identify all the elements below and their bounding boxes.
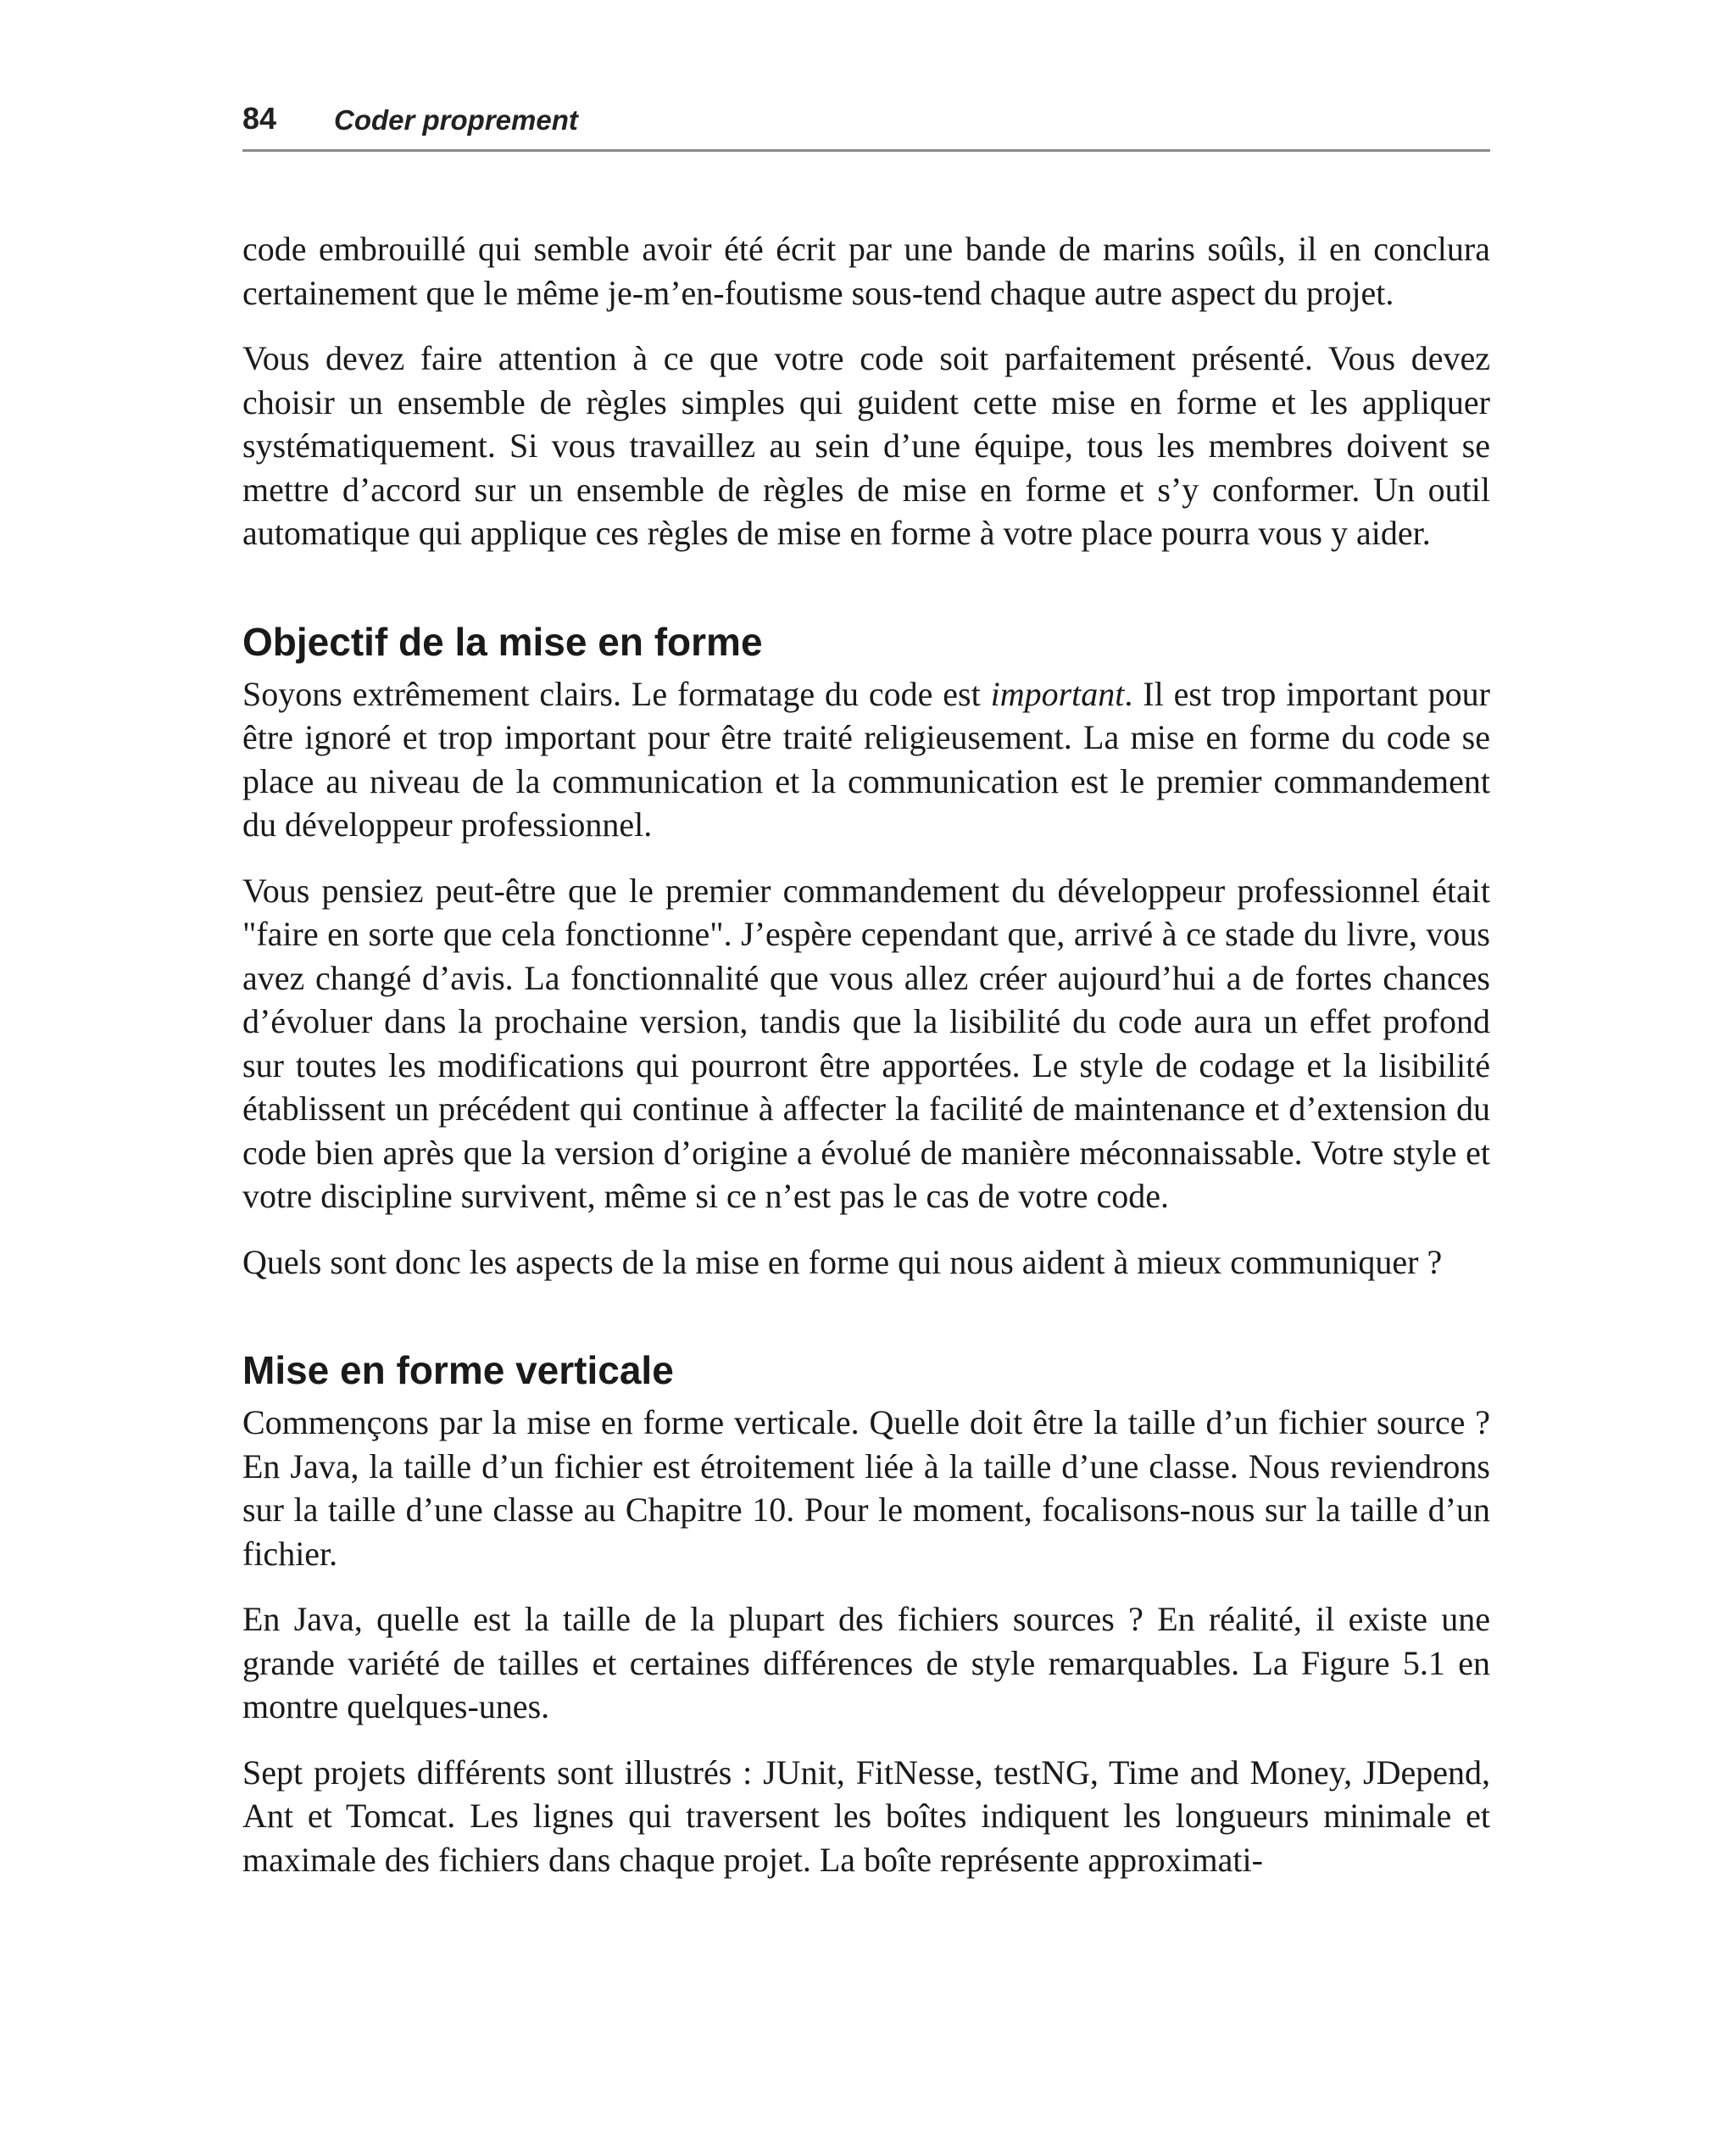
running-header — [242, 102, 1490, 144]
paragraph-objectif-1-start: Soyons extrêmement clairs. Le formatage du code est — [242, 674, 991, 713]
page-number: 84 — [242, 101, 277, 136]
paragraph-objectif-2: Vous pensiez peut-être que le premier commandement du développeur professionnel était "faire en sorte que cela fonctionne". J’espère cependant que, arrivé à ce stade du livre, vous avez changé d’avis. La fonctionnalité que vous allez créer aujourd’hui a de fortes chances d’évoluer dans la prochaine version, tandis que la lisibilité du code aura un effet profond sur toutes les modifications qui pourront être apportées. Le style de codage et la lisibilité établissent un précédent qui continue à affecter la facilité de maintenance et d’extension du code bien après que la version d’origine a évolué de manière méconnaissable. Votre style et votre discipline survivent, même si ce n’est pas le cas de votre code. — [242, 871, 1490, 1215]
paragraph-intro-1: code embrouillé qui semble avoir été écrit par une bande de marins soûls, il en conclura certainement que le même je-m’en-foutisme sous-tend chaque autre aspect du projet. — [242, 230, 1490, 312]
section-heading-verticale: Mise en forme verticale — [242, 1348, 674, 1392]
paragraph-objectif-1-end: . Il est trop important pour être ignoré et trop important pour être traité religieusement. La mise en forme du code se place au niveau de la communication et la communication est le premier commandement du développeur professionnel. — [242, 674, 1491, 844]
paragraph-objectif-1 — [242, 672, 1490, 847]
emphasis-important: important — [990, 674, 1125, 713]
paragraph-verticale-2: En Java, quelle est la taille de la plupart des fichiers sources ? En réalité, il existe une grande variété de tailles et certaines différences de style remarquables. La Figure 5.1 en montre quelques-unes. — [242, 1600, 1490, 1725]
running-title: Coder proprement — [334, 104, 578, 136]
paragraph-verticale-1: Commençons par la mise en forme verticale. Quelle doit être la taille d’un fichier source ? En Java, la taille d’un fichier est étroitement liée à la taille d’une classe. Nous reviendrons sur la taille d’une classe au Chapitre 10. Pour le moment, focalisons-nous sur la taille d’un fichier. — [242, 1403, 1490, 1573]
section-heading-objectif: Objectif de la mise en forme — [242, 619, 763, 664]
paragraph-intro-2: Vous devez faire attention à ce que votre code soit parfaitement présenté. Vous devez choisir un ensemble de règles simples qui guident cette mise en forme et les appliquer systématiquement. Si vous travaillez au sein d’une équipe, tous les membres doivent se mettre d’accord sur un ensemble de règles de mise en forme et s’y conformer. Un outil automatique qui applique ces règles de mise en forme à votre place pourra vous y aider. — [242, 339, 1490, 552]
paragraph-objectif-3: Quels sont donc les aspects de la mise en forme qui nous aident à mieux communiquer ? — [242, 1242, 1443, 1281]
page-body — [242, 227, 1490, 1903]
header-rule — [242, 149, 1490, 152]
paragraph-verticale-3: Sept projets différents sont illustrés : JUnit, FitNesse, testNG, Time and Money, JDepend, Ant et Tomcat. Les lignes qui traversent les boîtes indiquent les longueurs minimale et maximale des fichiers dans chaque projet. La boîte représente approximati- — [242, 1753, 1490, 1879]
